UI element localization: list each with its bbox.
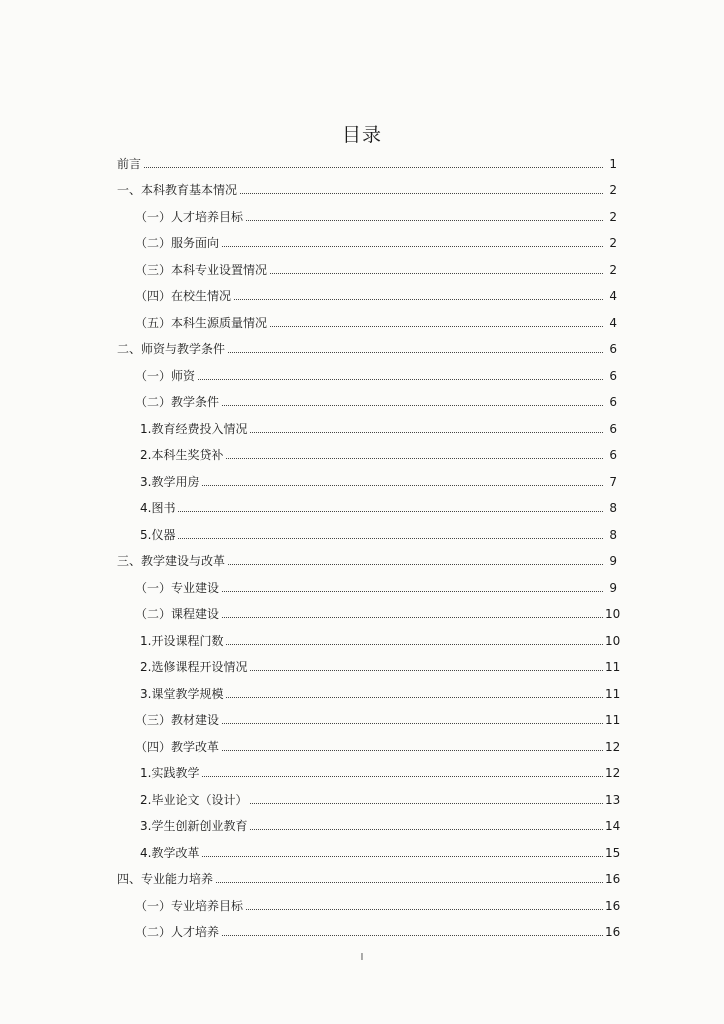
dot-leader — [270, 273, 603, 274]
toc-entry — [0, 175, 724, 202]
dot-leader — [202, 856, 603, 857]
toc-entry — [0, 572, 724, 599]
toc-entry — [0, 281, 724, 308]
toc-entry-label: 前言 — [117, 156, 142, 171]
toc-entry — [0, 148, 724, 175]
toc-entry-label: （一）师资 — [135, 368, 196, 383]
toc-entry-page: 11 — [605, 686, 621, 701]
toc-entry — [0, 228, 724, 255]
toc-entry-label: （三）本科专业设置情况 — [135, 262, 268, 277]
toc-title: 目录 — [341, 124, 382, 146]
toc-entry — [0, 413, 724, 440]
toc-entry-page: 10 — [605, 633, 621, 648]
dot-leader — [222, 591, 603, 592]
toc-entry-page: 15 — [605, 845, 621, 860]
toc-entry-page: 14 — [605, 819, 621, 833]
toc-entry-page: 10 — [605, 607, 621, 621]
toc-entry-label: （三）教材建设 — [135, 713, 220, 727]
toc-entry — [0, 546, 724, 573]
dot-leader — [226, 644, 603, 645]
dot-leader — [250, 670, 603, 671]
toc-entry-page: 16 — [605, 872, 621, 886]
toc-entry — [0, 890, 724, 917]
toc-entry-label: 3.学生创新创业教育 — [140, 819, 248, 833]
toc-entry-label: 1.实践教学 — [140, 766, 200, 780]
dot-leader — [234, 299, 603, 300]
toc-entry-page: 2 — [609, 183, 617, 197]
toc-entry-page: 6 — [609, 342, 617, 356]
toc-entry — [0, 678, 724, 705]
toc-entry-page: 2 — [609, 236, 617, 250]
toc-entry — [0, 201, 724, 228]
toc-entry-page: 1 — [609, 156, 617, 171]
dot-leader — [178, 511, 603, 512]
toc-entry — [0, 440, 724, 467]
toc-entry — [0, 466, 724, 493]
toc-entry-label: 3.课堂教学规模 — [140, 686, 224, 701]
toc-entry-label: （五）本科生源质量情况 — [135, 315, 268, 330]
toc-entry-label: 4.图书 — [140, 501, 176, 515]
toc-entry — [0, 307, 724, 334]
toc-entry-page: 6 — [609, 395, 617, 409]
dot-leader — [216, 882, 603, 883]
toc-entry-label: 1.开设课程门数 — [140, 633, 224, 648]
toc-entry-label: 4.教学改革 — [140, 845, 200, 860]
toc-entry-page: 16 — [605, 925, 621, 939]
toc-entry — [0, 625, 724, 652]
toc-entry-page: 11 — [605, 713, 621, 727]
toc-entry-label: 2.本科生奖贷补 — [140, 448, 224, 462]
toc-entry-label: 1.教育经费投入情况 — [140, 421, 248, 436]
toc-entry — [0, 705, 724, 732]
toc-entry-label: 2.毕业论文（设计） — [140, 792, 248, 807]
toc-entry — [0, 387, 724, 414]
dot-leader — [250, 803, 603, 804]
dot-leader — [222, 723, 603, 724]
dot-leader — [222, 405, 603, 406]
toc-entry-label: 一、本科教育基本情况 — [117, 183, 238, 197]
dot-leader — [226, 697, 603, 698]
dot-leader — [222, 617, 603, 618]
toc-entry-label: （二）人才培养 — [135, 925, 220, 939]
toc-entry — [0, 784, 724, 811]
dot-leader — [246, 220, 603, 221]
toc-entry-page: 12 — [605, 766, 621, 780]
toc-entry-label: 5.仪器 — [140, 527, 176, 542]
toc-entry — [0, 731, 724, 758]
toc-entry-page: 9 — [609, 580, 617, 595]
toc-entry-page: 6 — [609, 448, 617, 462]
toc-entry — [0, 599, 724, 626]
toc-entry — [0, 811, 724, 838]
toc-entry-page: 8 — [609, 527, 617, 542]
toc-entry-page: 6 — [609, 368, 617, 383]
toc-entry-label: （一）人才培养目标 — [135, 209, 244, 224]
toc-entry — [0, 493, 724, 520]
toc-entry — [0, 864, 724, 891]
toc-entry-page: 4 — [609, 289, 617, 303]
toc-entry — [0, 360, 724, 387]
toc-entry-page: 11 — [605, 660, 621, 674]
dot-leader — [202, 776, 603, 777]
dot-leader — [178, 538, 603, 539]
toc-entry-page: 7 — [609, 474, 617, 489]
dot-leader — [222, 246, 603, 247]
toc-entry — [0, 254, 724, 281]
toc-entry-page: 9 — [609, 554, 617, 568]
toc-entry-page: 4 — [609, 315, 617, 330]
toc-entry-page: 8 — [609, 501, 617, 515]
dot-leader — [222, 750, 603, 751]
toc-entry — [0, 652, 724, 679]
dot-leader — [202, 485, 603, 486]
toc-entry-label: （二）课程建设 — [135, 607, 220, 621]
toc-entry-label: 四、专业能力培养 — [117, 872, 214, 886]
dot-leader — [246, 909, 603, 910]
dot-leader — [228, 564, 603, 565]
toc-entry — [0, 519, 724, 546]
toc-entry — [0, 837, 724, 864]
toc-entry-page: 12 — [605, 739, 621, 754]
toc-entry — [0, 917, 724, 944]
table-of-contents — [0, 148, 724, 943]
toc-entry-label: 3.教学用房 — [140, 474, 200, 489]
dot-leader — [144, 167, 603, 168]
toc-entry-page: 13 — [605, 792, 621, 807]
toc-entry-page: 2 — [609, 209, 617, 224]
toc-entry — [0, 758, 724, 785]
toc-entry-label: （一）专业建设 — [135, 580, 220, 595]
toc-entry-page: 16 — [605, 898, 621, 913]
toc-entry-label: （一）专业培养目标 — [135, 898, 244, 913]
toc-entry-label: （四）在校生情况 — [135, 289, 232, 303]
toc-entry-label: 二、师资与教学条件 — [117, 342, 226, 356]
dot-leader — [222, 935, 603, 936]
toc-entry-label: 2.选修课程开设情况 — [140, 660, 248, 674]
dot-leader — [226, 458, 603, 459]
toc-entry-page: 6 — [609, 421, 617, 436]
toc-entry — [0, 334, 724, 361]
toc-entry-label: （四）教学改革 — [135, 739, 220, 754]
dot-leader — [240, 193, 603, 194]
toc-entry-label: （二）服务面向 — [135, 236, 220, 250]
dot-leader — [228, 352, 603, 353]
toc-entry-page: 2 — [609, 262, 617, 277]
dot-leader — [198, 379, 603, 380]
dot-leader — [270, 326, 603, 327]
page-number: I — [360, 952, 364, 963]
dot-leader — [250, 829, 603, 830]
toc-entry-label: （二）教学条件 — [135, 395, 220, 409]
dot-leader — [250, 432, 603, 433]
toc-entry-label: 三、教学建设与改革 — [117, 554, 226, 568]
